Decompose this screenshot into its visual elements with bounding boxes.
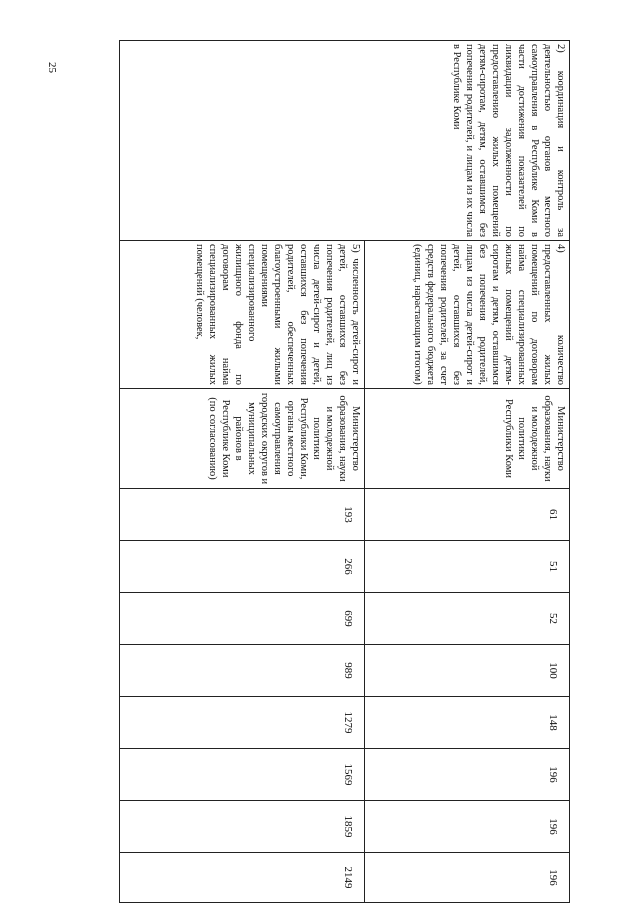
indicator-cell: 4) количество предоставленных жилых помещений по договорам найма специализированных жилых помещений детям-сиротам и детям, оставшимся без попечения родителей, лицам из числа детей-сирот и детей, оставшихся без попечения родителей, за счет средств федерального бюджета (единиц, нарастающим итогом) bbox=[365, 241, 570, 389]
goal-cell: 2) координация и контроль за деятельностью органов местного самоуправления в Республике Коми в части достижения показателей по ликвидации задолженности по предоставлению жилых помещений детям-сиротам, детям, оставшимся без попечения родителей, и лицам из их числа в Республике Коми bbox=[120, 41, 570, 241]
value-cell: 61 bbox=[365, 489, 570, 541]
rotated-table-container bbox=[80, 40, 570, 902]
value-cell: 1859 bbox=[120, 801, 365, 853]
program-indicators-table bbox=[119, 40, 570, 903]
indicator-cell: 5) численность детей-сирот и детей, оставшихся без попечения родителей, лиц из числа детей-сирот и детей, оставшихся без попечения родителей, обеспеченных благоустроенными жилыми помещениями специализированного жилищного фонда по договорам найма специализированных жилых помещений (человек, bbox=[120, 241, 365, 389]
value-cell: 989 bbox=[120, 645, 365, 697]
responsible-cell: Министерство образования, науки и молодежной политики Республики Коми bbox=[365, 389, 570, 489]
value-cell: 52 bbox=[365, 593, 570, 645]
value-cell: 193 bbox=[120, 489, 365, 541]
value-cell: 1569 bbox=[120, 749, 365, 801]
value-cell: 1279 bbox=[120, 697, 365, 749]
value-cell: 266 bbox=[120, 541, 365, 593]
value-cell: 148 bbox=[365, 697, 570, 749]
page-number: 25 bbox=[46, 62, 58, 73]
value-cell: 699 bbox=[120, 593, 365, 645]
responsible-cell: Министерство образования, науки и молодежной политики Республики Коми, органы местного самоуправления городских округов и муниципальных районов в Республике Коми (по согласованию) bbox=[120, 389, 365, 489]
value-cell: 100 bbox=[365, 645, 570, 697]
value-cell: 196 bbox=[365, 749, 570, 801]
table-row bbox=[365, 41, 570, 903]
value-cell: 196 bbox=[365, 801, 570, 853]
value-cell: 51 bbox=[365, 541, 570, 593]
value-cell: 2149 bbox=[120, 853, 365, 903]
value-cell: 196 bbox=[365, 853, 570, 903]
